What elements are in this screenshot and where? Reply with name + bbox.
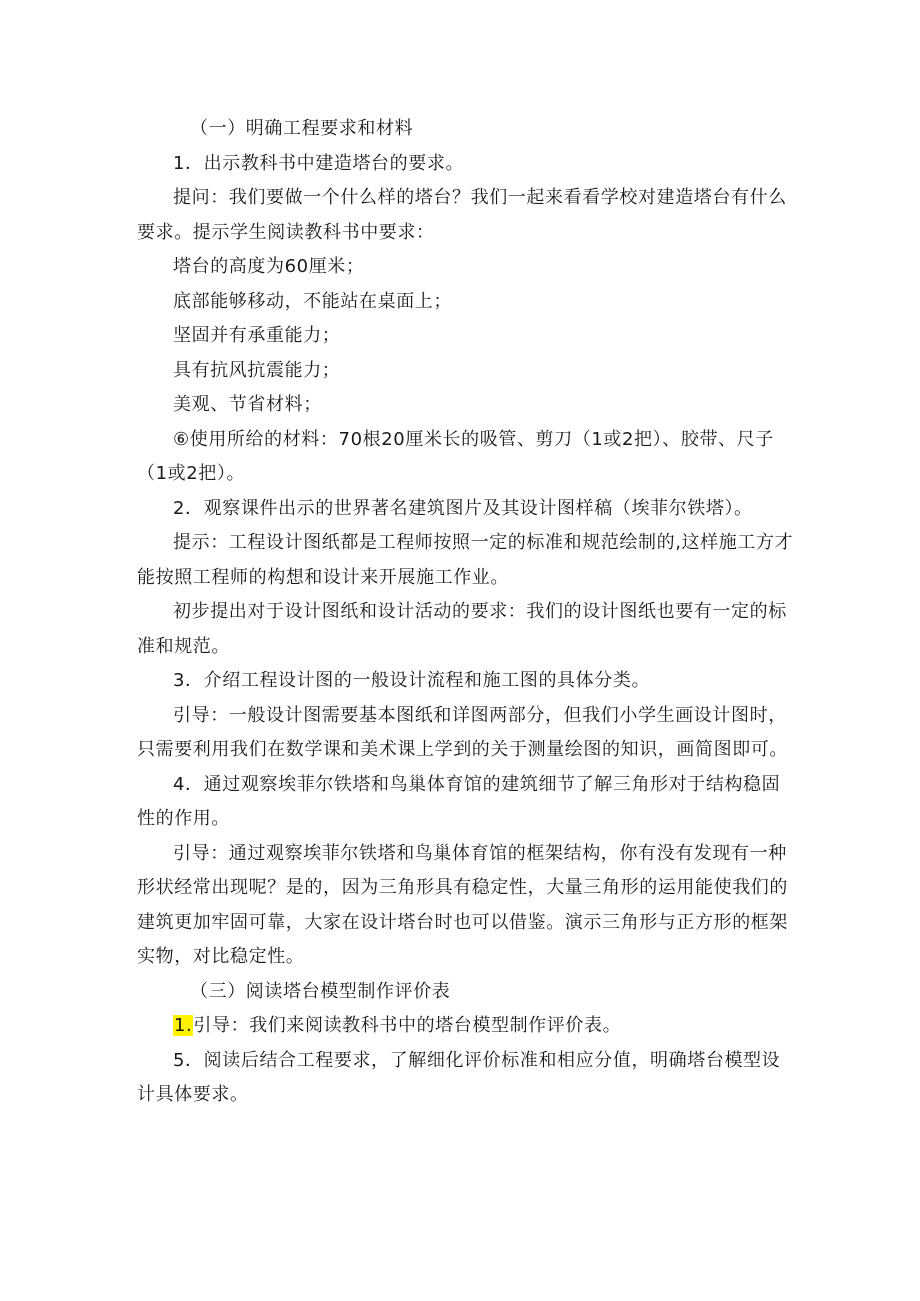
highlight-marker: 1. [174,1015,193,1036]
section-heading-1: （一）明确工程要求和材料 [190,118,414,139]
initial-requirements-paragraph: 初步提出对于设计图纸和设计活动的要求：我们的设计图纸也要有一定的标准和规范。 [137,601,787,657]
requirement-4: 具有抗风抗震能力； [173,359,341,381]
requirement-2: 底部能够移动，不能站在桌面上； [173,290,452,312]
highlighted-guide-line [137,1009,797,1044]
item-3: 3．介绍工程设计图的一般设计流程和施工图的具体分类。 [173,670,651,691]
guide-paragraph-2: 引导：通过观察埃菲尔铁塔和鸟巢体育馆的框架结构，你有没有发现有一种形状经常出现呢？是的，因为三角形具有稳定性，大量三角形的运用能使我们的建筑更加牢固可靠，大家在设计塔台时也可以借鉴。演示三角形与正方形的框架实物，对比稳定性。 [137,842,788,967]
item-4: 4．通过观察埃菲尔铁塔和鸟巢体育馆的建筑细节了解三角形对于结构稳固性的作用。 [137,773,781,829]
requirement-5: 美观、节省材料； [173,394,322,415]
item-2: 2．观察课件出示的世界著名建筑图片及其设计图样稿（埃菲尔铁塔）。 [173,497,753,519]
question-paragraph: 提问：我们要做一个什么样的塔台？我们一起来看看学校对建造塔台有什么要求。提示学生阅读教科书中要求： [137,187,787,243]
highlighted-guide-text: 引导：我们来阅读教科书中的塔台模型制作评价表。 [193,1015,622,1036]
section-heading-3: （三）阅读塔台模型制作评价表 [190,980,451,1002]
guide-paragraph-1: 引导：一般设计图需要基本图纸和详图两部分，但我们小学生画设计图时，只需要利用我们在数学课和美术课上学到的关于测量绘图的知识，画简图即可。 [137,704,788,760]
document-body [137,112,797,1113]
requirement-3: 坚固并有承重能力； [173,325,341,346]
item-5: 5．阅读后结合工程要求，了解细化评价标准和相应分值，明确塔台模型设计具体要求。 [137,1049,781,1105]
requirement-6: ⑥使用所给的材料：70根20厘米长的吸管、剪刀（1或2把）、胶带、尺子（1或2把）。 [137,428,774,484]
requirement-1: 塔台的高度为60厘米； [173,256,365,277]
item-1: 1．出示教科书中建造塔台的要求。 [173,152,465,174]
hint-paragraph: 提示：工程设计图纸都是工程师按照一定的标准和规范绘制的,这样施工方才能按照工程师的构想和设计来开展施工作业。 [137,532,794,588]
